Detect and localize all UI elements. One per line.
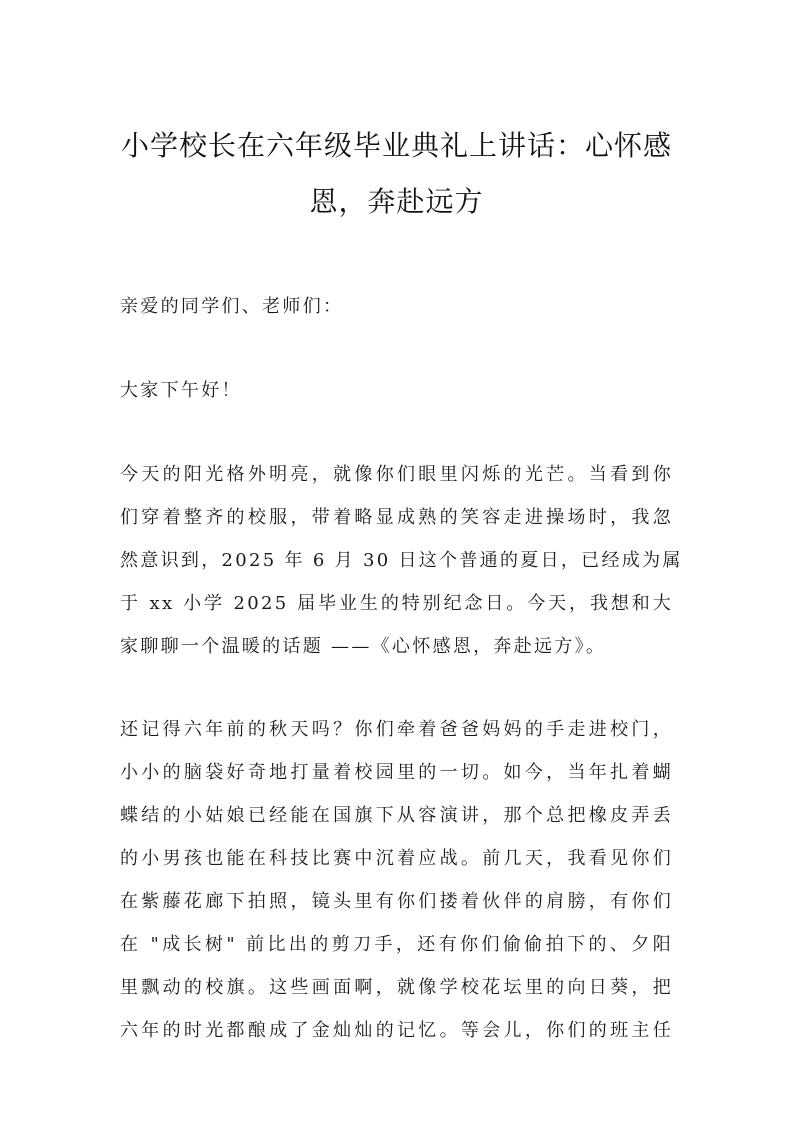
paragraph-line: 还记得六年前的秋天吗？你们牵着爸爸妈妈的手走进校门， bbox=[120, 719, 673, 740]
salutation: 亲爱的同学们、老师们： bbox=[120, 296, 344, 317]
paragraph-line: 在紫藤花廊下拍照，镜头里有你们搂着伙伴的肩膀，有你们 bbox=[120, 891, 673, 912]
paragraph-line: 六年的时光都酿成了金灿灿的记忆。等会儿，你们的班主任 bbox=[120, 1020, 673, 1041]
paragraph-line: 们穿着整齐的校服，带着略显成熟的笑容走进操场时，我忽 bbox=[120, 507, 673, 528]
paragraph-line: 于 xx 小学 2025 届毕业生的特别纪念日。今天，我想和大 bbox=[120, 593, 673, 614]
document-title bbox=[100, 118, 693, 230]
title-line-2: 恩，奔赴远方 bbox=[309, 185, 484, 218]
paragraph-line: 家聊聊一个温暖的话题 ——《心怀感恩，奔赴远方》。 bbox=[120, 636, 607, 657]
paragraph-line: 今天的阳光格外明亮，就像你们眼里闪烁的光芒。当看到你 bbox=[120, 464, 673, 485]
title-line-1: 小学校长在六年级毕业典礼上讲话：心怀感 bbox=[120, 129, 672, 162]
paragraph-line: 小小的脑袋好奇地打量着校园里的一切。如今，当年扎着蝴 bbox=[120, 762, 673, 783]
paragraph-line: 蝶结的小姑娘已经能在国旗下从容演讲，那个总把橡皮弄丢 bbox=[120, 805, 673, 826]
paragraph-line: 里飘动的校旗。这些画面啊，就像学校花坛里的向日葵，把 bbox=[120, 977, 673, 998]
paragraph-line: 然意识到，2025 年 6 月 30 日这个普通的夏日，已经成为属 bbox=[120, 550, 683, 571]
paragraph-line: 在 "成长树" 前比出的剪刀手，还有你们偷偷拍下的、夕阳 bbox=[120, 934, 673, 955]
greeting: 大家下午好！ bbox=[120, 380, 242, 401]
paragraph-line: 的小男孩也能在科技比赛中沉着应战。前几天，我看见你们 bbox=[120, 848, 673, 869]
